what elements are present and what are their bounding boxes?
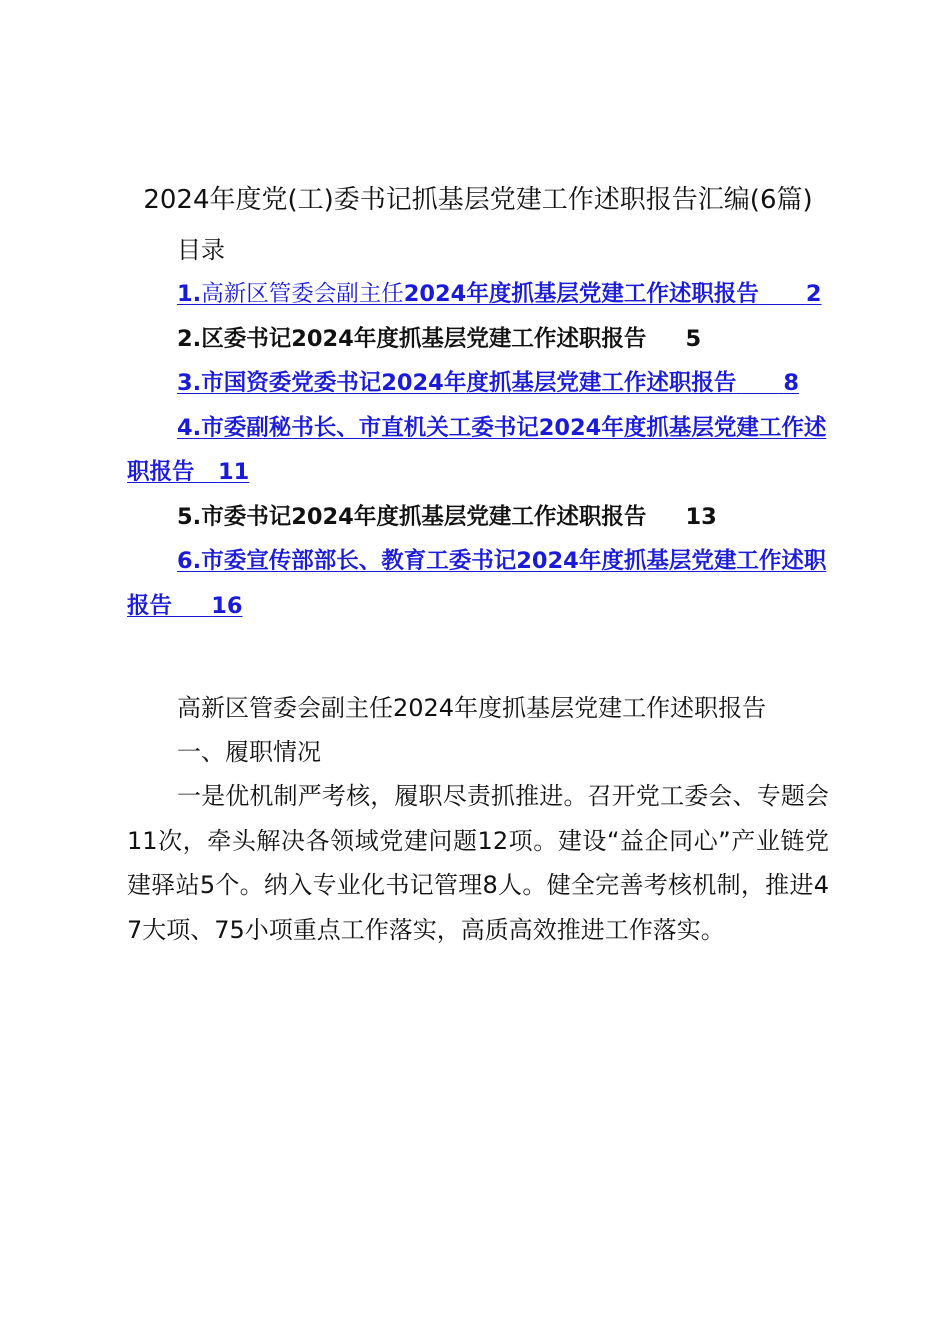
toc-entry-page: 11 (218, 459, 250, 485)
toc-entry-3[interactable] (127, 361, 829, 406)
toc-entry-text: 市国资委党委书记2024年度抓基层党建工作述职报告 (201, 370, 737, 396)
toc-entry-text: 2024年度抓基层党建工作述职报告 (403, 281, 759, 307)
body-paragraph: 一是优机制严考核，履职尽责抓推进。召开党工委会、专题会11次，牵头解决各领域党建问题12项。建设“益企同心”产业链党建驿站5个。纳入专业化书记管理8人。健全完善考核机制，推进47大项、75小项重点工作落实，高质高效推进工作落实。 (127, 782, 829, 944)
toc-heading: 目录 (177, 236, 225, 264)
toc-entry-text: 市委副秘书长、市直机关工委书记2024年度抓基层党建工作述职报告 (127, 414, 827, 485)
toc-entry-5[interactable] (127, 495, 829, 540)
toc-entry-text-prefix: 高新区管委会副主任 (201, 281, 404, 307)
toc-entry-number: 3. (177, 370, 202, 396)
toc-entry-text: 市委书记2024年度抓基层党建工作述职报告 (201, 503, 647, 530)
toc-entry-number: 6. (177, 548, 202, 574)
toc-entry-page: 13 (685, 503, 717, 530)
toc-entry-number: 2. (177, 325, 202, 352)
document-title: 2024年度党(工)委书记抓基层党建工作述职报告汇编(6篇) (143, 185, 813, 215)
toc-entry-2[interactable] (127, 317, 829, 362)
sub-heading: 一、履职情况 (177, 738, 321, 766)
toc-entry-number: 4. (177, 414, 202, 441)
table-of-contents (127, 272, 829, 628)
toc-entry-page: 8 (783, 370, 799, 396)
toc-entry-text: 市委宣传部部长、教育工委书记2024年度抓基层党建工作述职报告 (127, 548, 827, 619)
toc-entry-page: 2 (805, 281, 822, 307)
toc-entry-page: 16 (211, 592, 243, 619)
toc-entry-1[interactable] (127, 272, 829, 317)
toc-entry-number: 1. (177, 281, 202, 307)
toc-entry-4[interactable] (127, 406, 829, 495)
toc-entry-text: 区委书记2024年度抓基层党建工作述职报告 (201, 325, 647, 352)
document-page (127, 178, 829, 952)
toc-entry-page: 5 (685, 325, 702, 352)
section-title: 高新区管委会副主任2024年度抓基层党建工作述职报告 (177, 694, 767, 722)
toc-entry-number: 5. (177, 503, 202, 530)
toc-entry-6[interactable] (127, 539, 829, 628)
